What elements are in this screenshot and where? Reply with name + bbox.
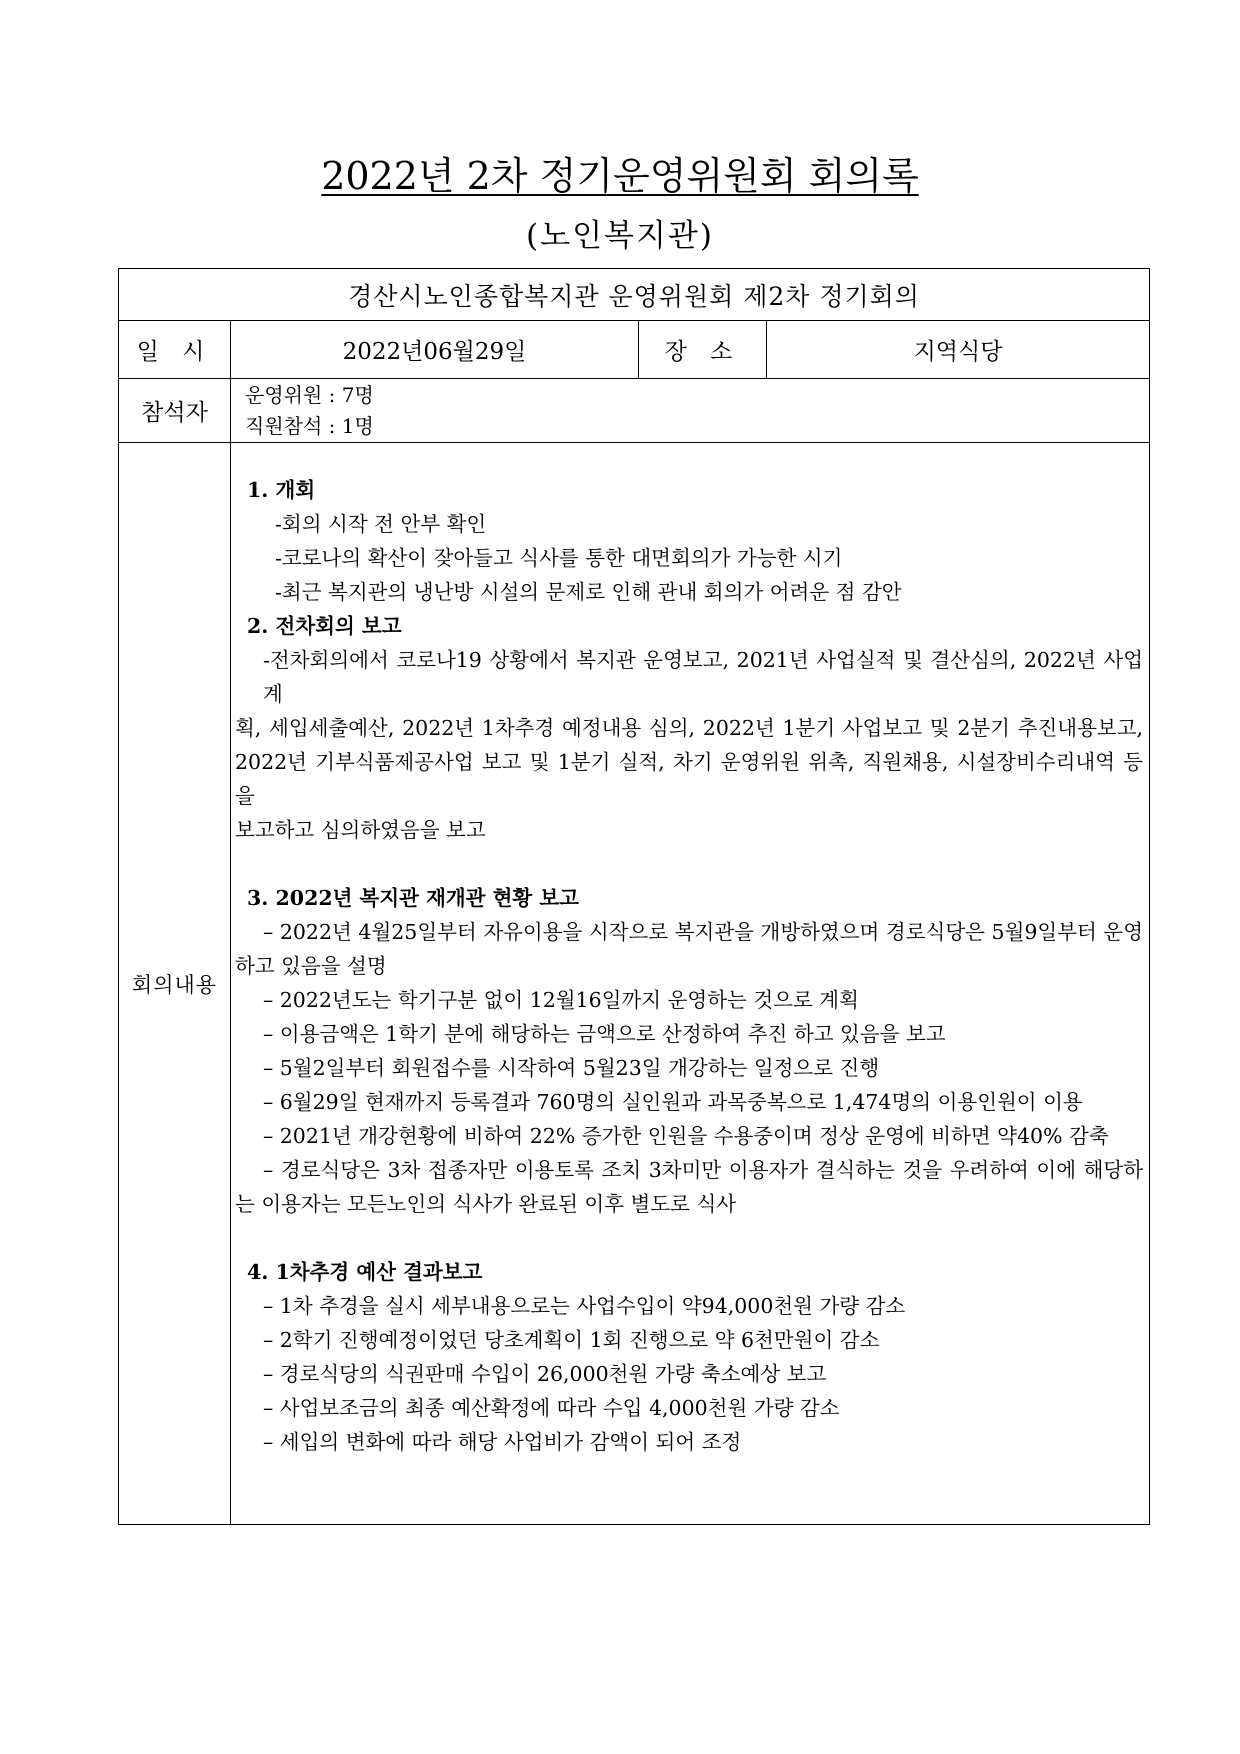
place-value: 지역식당 <box>767 321 1150 379</box>
content-line: – 세입의 변화에 따라 해당 사업비가 감액이 되어 조정 <box>263 1430 742 1454</box>
document-subtitle: (노인복지관) <box>526 218 714 254</box>
meeting-content <box>231 443 1150 1525</box>
date-label: 일 시 <box>119 321 231 379</box>
content-line: – 이용금액은 1학기 분에 해당하는 금액으로 산정하여 추진 하고 있음을 보고 <box>263 1022 946 1046</box>
content-line: 보고하고 심의하였음을 보고 <box>235 818 486 842</box>
content-line: – 5월2일부터 회원접수를 시작하여 5월23일 개강하는 일정으로 진행 <box>263 1056 880 1080</box>
section-heading-reopening: 3. 2022년 복지관 재개관 현황 보고 <box>247 886 579 910</box>
content-line: – 사업보조금의 최종 예산확정에 따라 수입 4,000천원 가량 감소 <box>263 1396 840 1420</box>
content-line: – 경로식당은 3차 접종자만 이용토록 조치 3차미만 이용자가 결식하는 것을 우려하여 이에 해당하 <box>263 1158 1144 1182</box>
date-place-row <box>119 321 1150 379</box>
content-line: – 1차 추경을 실시 세부내용으로는 사업수입이 약94,000천원 가량 감소 <box>263 1294 906 1318</box>
attendee-committee: 운영위원 : 7명 <box>245 382 374 407</box>
content-line: – 6월29일 현재까지 등록결과 760명의 실인원과 과목중복으로 1,474명의 이용인원이 이용 <box>263 1090 1083 1114</box>
meeting-header-row <box>119 269 1150 321</box>
content-line: -회의 시작 전 안부 확인 <box>275 512 487 536</box>
content-line: 하고 있음을 설명 <box>235 954 387 978</box>
date-value: 2022년06월29일 <box>231 321 639 379</box>
content-line: – 2022년 4월25일부터 자유이용을 시작으로 복지관을 개방하였으며 경로식당은 5월9일부터 운영 <box>263 920 1144 944</box>
place-label: 장 소 <box>639 321 767 379</box>
content-line: – 경로식당의 식권판매 수입이 26,000천원 가량 축소예상 보고 <box>263 1362 827 1386</box>
meeting-header: 경산시노인종합복지관 운영위원회 제2차 정기회의 <box>119 269 1150 321</box>
content-line: 는 이용자는 모든노인의 식사가 완료된 이후 별도로 식사 <box>235 1192 737 1216</box>
content-line: -코로나의 확산이 잦아들고 식사를 통한 대면회의가 가능한 시기 <box>275 546 843 570</box>
content-line: -전차회의에서 코로나19 상황에서 복지관 운영보고, 2021년 사업실적 및 결산심의, 2022년 사업계 <box>263 648 1144 706</box>
content-line: -최근 복지관의 냉난방 시설의 문제로 인해 관내 회의가 어려운 점 감안 <box>275 580 902 604</box>
content-line: – 2021년 개강현황에 비하여 22% 증가한 인원을 수용중이며 정상 운영에 비하면 약40% 감축 <box>263 1124 1109 1148</box>
section-heading-opening: 1. 개회 <box>247 478 316 502</box>
document-title-text: 2022년 2차 정기운영위원회 회의록 <box>321 154 919 198</box>
content-row <box>119 443 1150 1525</box>
attendees-row <box>119 379 1150 443</box>
attendees-label: 참석자 <box>119 379 231 443</box>
content-line: 2022년 기부식품제공사업 보고 및 1분기 실적, 차기 운영위원 위촉, 직원채용, 시설장비수리내역 등을 <box>235 750 1144 808</box>
content-line: 획, 세입세출예산, 2022년 1차추경 예정내용 심의, 2022년 1분기 사업보고 및 2분기 추진내용보고, <box>235 716 1144 740</box>
document-title <box>0 150 1240 202</box>
content-line: – 2022년도는 학기구분 없이 12월16일까지 운영하는 것으로 계획 <box>263 988 859 1012</box>
minutes-table <box>118 268 1150 1525</box>
section-heading-previous-report: 2. 전차회의 보고 <box>247 614 402 638</box>
section-heading-budget: 4. 1차추경 예산 결과보고 <box>247 1260 483 1284</box>
content-line: – 2학기 진행예정이었던 당초계획이 1회 진행으로 약 6천만원이 감소 <box>263 1328 880 1352</box>
content-label: 회의내용 <box>119 443 231 1525</box>
attendees-cell <box>231 379 1150 443</box>
attendee-staff: 직원참석 : 1명 <box>245 413 374 438</box>
